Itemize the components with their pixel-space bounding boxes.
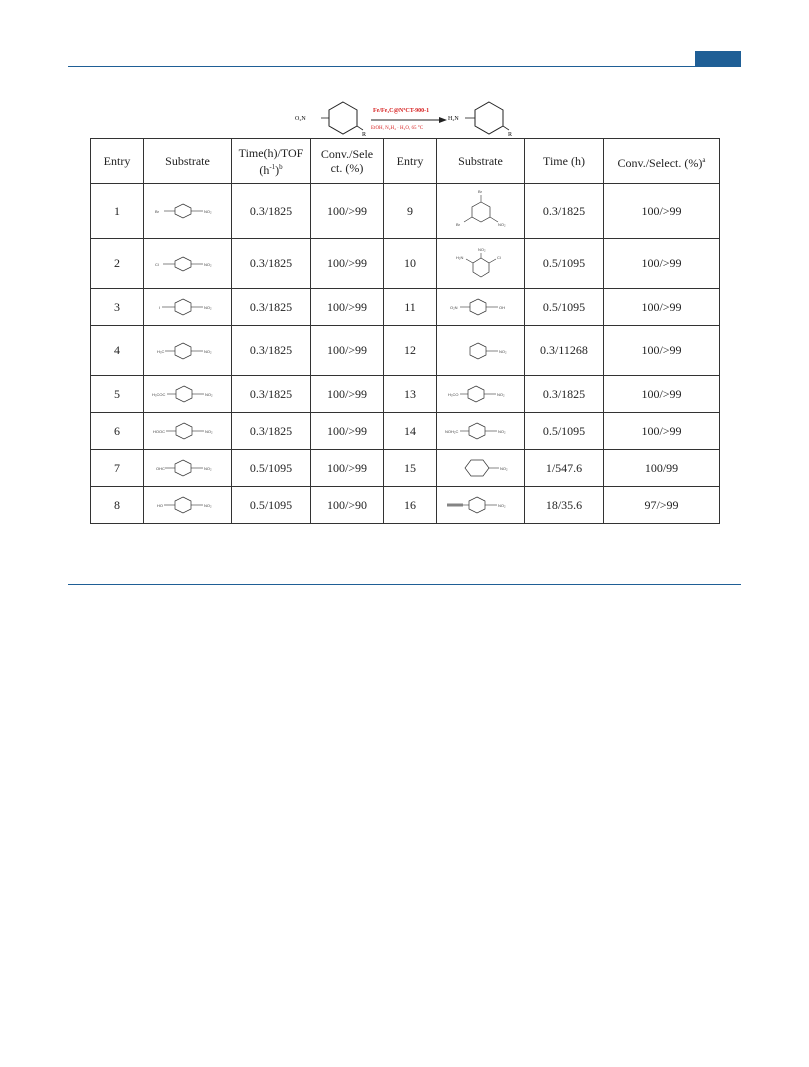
substrate-cell [437,450,525,487]
conv-sel-cell: 100/99 [604,450,720,487]
svg-text:NO₂: NO₂ [496,392,505,397]
substrate-structure [153,493,223,517]
substrate-cell [437,413,525,450]
reaction-conditions: EtOH, N₂H₄ · H₂O, 65 °C [371,126,424,131]
product-substituent: R [508,132,513,138]
conv-sel-cell: 100/>99 [604,289,720,326]
substrate-cell [144,239,232,289]
substrate-cell [144,184,232,239]
substrate-structure [446,246,516,282]
svg-text:NO₂: NO₂ [477,246,486,252]
header-rule [68,66,741,67]
svg-text:NO₂: NO₂ [498,348,507,354]
substrate-structure [445,419,517,443]
svg-text:HOOC: HOOC [152,429,165,434]
table-row [91,184,720,239]
table-row [91,450,720,487]
entry-cell: 10 [384,239,437,289]
conv-sel-cell: 100/>99 [604,184,720,239]
conv-sel-cell: 100/>99 [604,376,720,413]
header-conv-sel-2 [604,139,720,184]
header-time-2: Time (h) [525,139,604,184]
entry-cell: 4 [91,326,144,376]
svg-text:Cl: Cl [154,261,159,267]
header-time-tof-unit: (h [259,162,270,177]
substrate-cell [437,326,525,376]
svg-text:NO₂: NO₂ [203,261,212,267]
substrate-cell [437,289,525,326]
entry-cell: 14 [384,413,437,450]
entry-cell: 8 [91,487,144,524]
svg-text:NO₂: NO₂ [497,429,506,434]
substrate-structure [445,456,517,480]
conv-sel-cell: 97/>99 [604,487,720,524]
time-cell: 1/547.6 [525,450,604,487]
header-accent-tab [695,51,741,66]
reaction-scheme-graphic [285,92,525,144]
substrate-cell [437,487,525,524]
svg-text:H₃C: H₃C [156,348,164,354]
table-row [91,376,720,413]
entry-cell: 5 [91,376,144,413]
svg-text:NO₂: NO₂ [497,503,506,508]
svg-text:OHC: OHC [155,466,165,471]
substrate-structure [153,456,223,480]
conv-sel-cell: 100/>90 [311,487,384,524]
header-conv-sel-1 [311,139,384,184]
time-tof-cell: 0.3/1825 [232,289,311,326]
svg-text:NO₂: NO₂ [203,348,212,354]
entry-cell: 13 [384,376,437,413]
substrate-cell [437,184,525,239]
time-tof-cell: 0.3/1825 [232,184,311,239]
svg-text:NOH₂C: NOH₂C [444,429,458,434]
substrate-structure [153,295,223,319]
table-row [91,487,720,524]
substrate-cell [144,376,232,413]
reactant-benzene-ring [329,102,357,134]
entry-cell: 3 [91,289,144,326]
substrate-structure [152,419,224,443]
substrate-cell [144,487,232,524]
entry-cell: 9 [384,184,437,239]
reaction-scheme [285,92,525,144]
svg-text:Cl: Cl [496,254,501,260]
conv-sel-cell: 100/>99 [604,326,720,376]
header-time-tof-note: b [279,162,283,171]
substrate-cell [144,413,232,450]
substrate-cell [437,239,525,289]
table-row [91,239,720,289]
substrate-cell [437,376,525,413]
svg-text:H₃COC: H₃COC [151,392,165,397]
time-cell: 0.3/11268 [525,326,604,376]
conv-sel-cell: 100/>99 [604,239,720,289]
conv-sel-cell: 100/>99 [311,239,384,289]
svg-text:Br: Br [455,222,460,227]
entry-cell: 16 [384,487,437,524]
substrate-structure [446,295,516,319]
table-row [91,289,720,326]
substrate-structure [446,188,516,234]
svg-text:NO₂: NO₂ [203,305,212,310]
time-tof-cell: 0.3/1825 [232,326,311,376]
time-cell: 0.5/1095 [525,239,604,289]
results-table [90,138,720,524]
entry-cell: 15 [384,450,437,487]
header-conv-sel-2-note: a [702,155,706,164]
svg-text:HO: HO [156,503,163,508]
time-tof-cell: 0.3/1825 [232,239,311,289]
svg-text:NO₂: NO₂ [497,222,506,227]
svg-text:NO₂: NO₂ [499,466,508,471]
svg-text:H₃CO: H₃CO [447,392,459,397]
entry-cell: 6 [91,413,144,450]
entry-cell: 12 [384,326,437,376]
svg-text:I: I [158,305,160,310]
reactant-label: O₂N [295,116,306,122]
conv-sel-cell: 100/>99 [311,184,384,239]
substrate-structure [443,493,519,517]
substrate-structure [446,382,516,406]
product-benzene-ring [475,102,503,134]
time-cell: 0.5/1095 [525,413,604,450]
entry-cell: 1 [91,184,144,239]
product-label: H₂N [448,116,459,122]
svg-text:Br: Br [154,209,159,214]
svg-text:NO₂: NO₂ [204,429,213,434]
svg-text:NO₂: NO₂ [204,392,213,397]
header-entry-2: Entry [384,139,437,184]
svg-text:H₂N: H₂N [455,254,463,260]
svg-text:O₂N: O₂N [449,305,458,310]
header-time-tof [232,139,311,184]
footer-rule [68,584,741,585]
header-substrate-2: Substrate [437,139,525,184]
conv-sel-cell: 100/>99 [311,413,384,450]
entry-cell: 2 [91,239,144,289]
header-substrate-1: Substrate [144,139,232,184]
header-entry-1: Entry [91,139,144,184]
substrate-structure [152,382,224,406]
time-tof-cell: 0.5/1095 [232,450,311,487]
svg-text:Br: Br [477,189,482,194]
catalyst-label: $Fe/Fe_3C@N^xCT-900-1$ [373,106,430,114]
time-cell: 18/35.6 [525,487,604,524]
svg-text:NO₂: NO₂ [203,209,212,214]
time-cell: 0.3/1825 [525,184,604,239]
svg-text:NO₂: NO₂ [203,503,212,508]
header-conv-sel-1-line2: ct. (%) [330,161,364,175]
conv-sel-cell: 100/>99 [604,413,720,450]
header-conv-sel-1-line1: Conv./Sele [320,147,374,161]
time-cell: 0.3/1825 [525,376,604,413]
conv-sel-cell: 100/>99 [311,376,384,413]
substrate-cell [144,326,232,376]
entry-cell: 7 [91,450,144,487]
svg-text:OH: OH [498,305,505,310]
time-tof-cell: 0.5/1095 [232,487,311,524]
substrate-structure [153,339,223,363]
time-tof-cell: 0.3/1825 [232,413,311,450]
substrate-structure [446,339,516,363]
header-conv-sel-2-text: Conv./Select. (%) [617,155,703,170]
svg-text:NO₂: NO₂ [203,466,212,471]
time-tof-cell: 0.3/1825 [232,376,311,413]
reactant-substituent: R [362,132,367,138]
conv-sel-cell: 100/>99 [311,450,384,487]
substrate-structure [153,254,223,274]
table-row [91,326,720,376]
substrate-structure [153,201,223,221]
header-time-tof-line1: Time(h)/TOF [238,145,304,160]
substrate-cell [144,289,232,326]
table-header-row [91,139,720,184]
table-row [91,413,720,450]
time-cell: 0.5/1095 [525,289,604,326]
conv-sel-cell: 100/>99 [311,326,384,376]
substrate-cell [144,450,232,487]
header-time-tof-unit-close: ) [275,162,280,177]
conv-sel-cell: 100/>99 [311,289,384,326]
header-time-tof-unit-exp: -1 [269,162,276,171]
entry-cell: 11 [384,289,437,326]
